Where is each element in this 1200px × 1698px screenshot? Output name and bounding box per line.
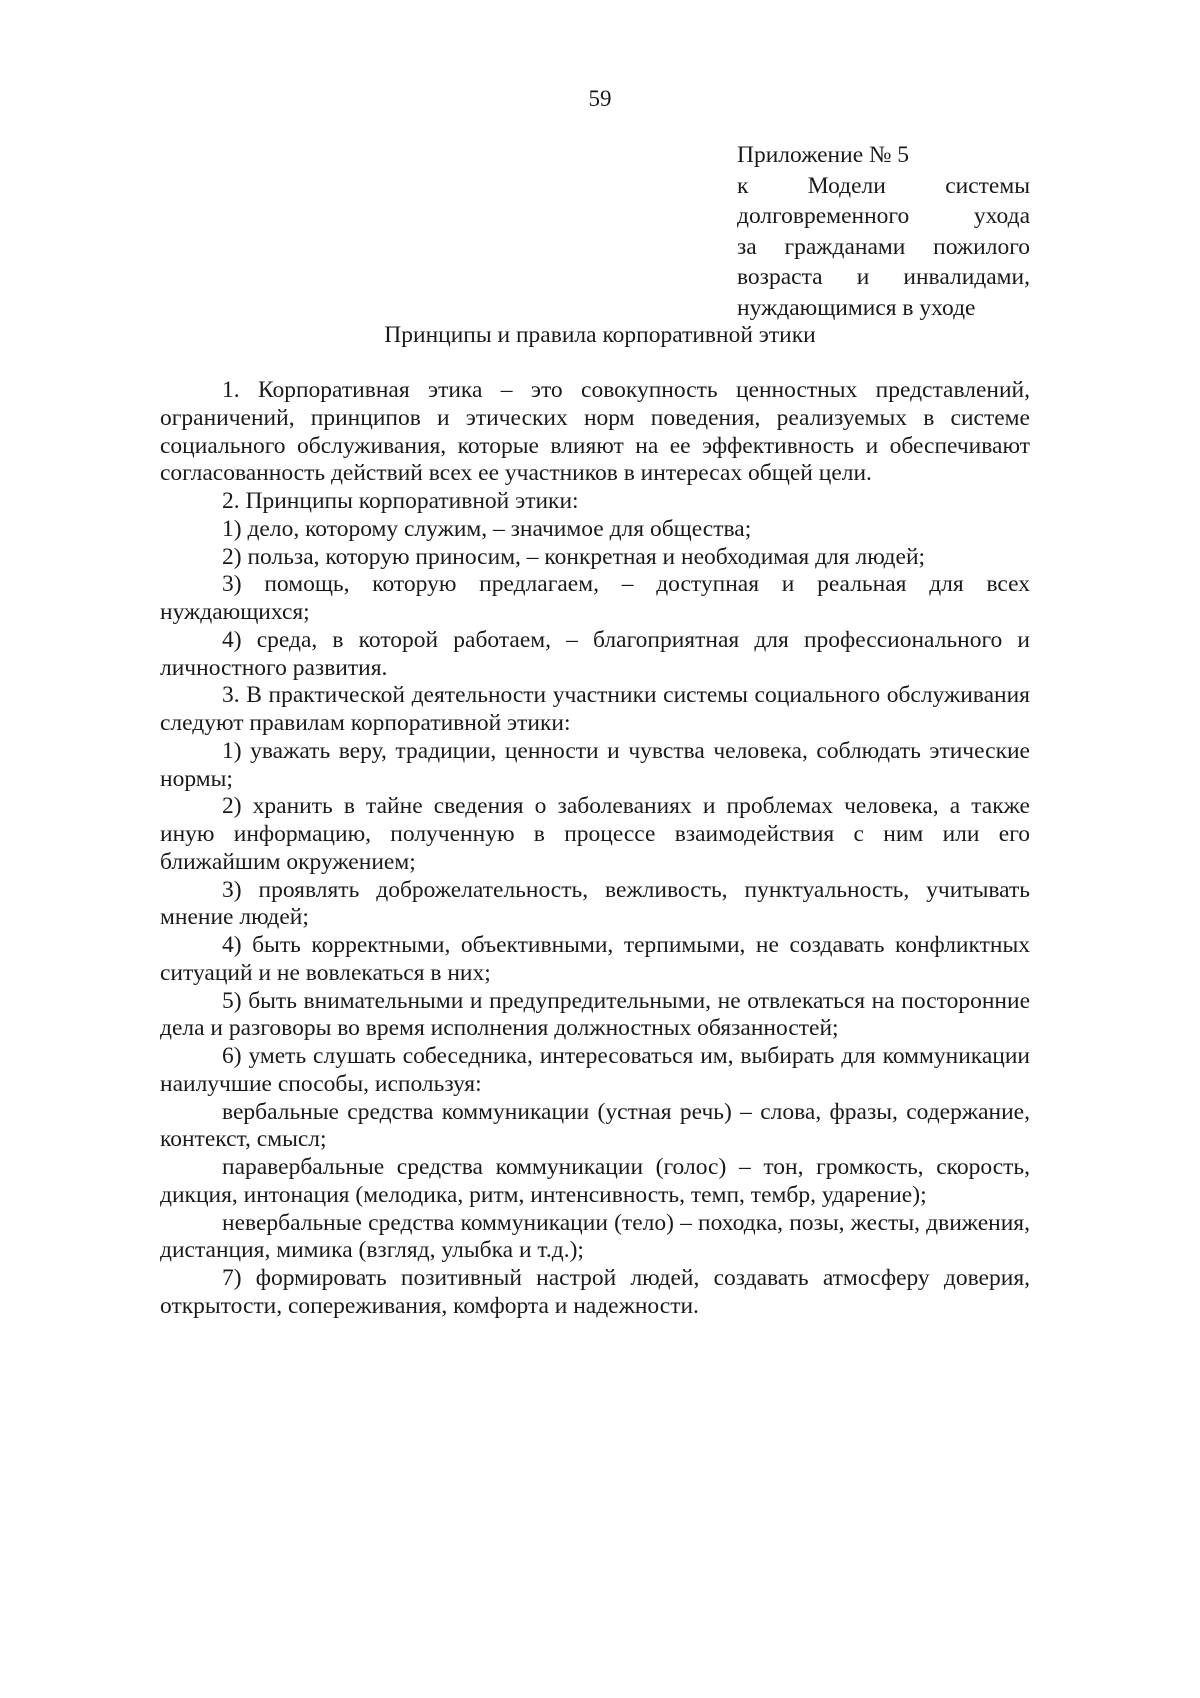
paragraph: 3) проявлять доброжелательность, вежливость, пунктуальность, учитывать мнение людей; — [160, 876, 1030, 931]
paragraph: 5) быть внимательными и предупредительными, не отвлекаться на посторонние дела и разговоры во время исполнения должностных обязанностей; — [160, 987, 1030, 1042]
paragraph: 1) дело, которому служим, – значимое для общества; — [222, 515, 752, 542]
paragraph: 2. Принципы корпоративной этики: — [222, 488, 579, 514]
paragraph: невербальные средства коммуникации (тело) – походка, позы, жесты, движения, дистанция, мимика (взгляд, улыбка и т.д.); — [160, 1209, 1030, 1264]
appendix-line: долговременного ухода — [737, 203, 1030, 230]
page-number: 59 — [588, 86, 612, 111]
paragraph: 1. Корпоративная этика – это совокупность ценностных представлений, ограничений, принципов и этических норм поведения, реализуемых в системе социального обслуживания, которые влияют на ее эффективность и обеспечивают согласованность действий всех ее участников в интересах общей цели. — [160, 377, 1030, 487]
document-title: Принципы и правила корпоративной этики — [384, 322, 816, 348]
appendix-line: Приложение № 5 — [737, 142, 910, 168]
paragraph: 3) помощь, которую предлагаем, – доступная и реальная для всех нуждающихся; — [160, 571, 1030, 625]
appendix-line: к Модели системы — [737, 172, 1030, 199]
paragraph: 4) быть корректными, объективными, терпимыми, не создавать конфликтных ситуаций и не вовлекаться в них; — [160, 932, 1030, 986]
appendix-note — [737, 140, 1030, 324]
appendix-line: нуждающимися в уходе — [737, 294, 976, 321]
appendix-line: за гражданами пожилого — [737, 233, 1030, 260]
paragraph: 3. В практической деятельности участники системы социального обслуживания следуют правилам корпоративной этики: — [160, 682, 1030, 736]
paragraph: 1) уважать веру, традиции, ценности и чувства человека, соблюдать этические нормы; — [160, 737, 1030, 792]
paragraph: 6) уметь слушать собеседника, интересоваться им, выбирать для коммуникации наилучшие способы, используя: — [160, 1043, 1030, 1097]
paragraph: паравербальные средства коммуникации (голос) – тон, громкость, скорость, дикция, интонация (мелодика, ритм, интенсивность, темп, тембр, ударение); — [160, 1154, 1030, 1208]
document-body — [160, 377, 1030, 1321]
paragraph: 4) среда, в которой работаем, – благоприятная для профессионального и личностного развития. — [160, 626, 1030, 681]
appendix-line: возраста и инвалидами, — [737, 264, 1030, 291]
paragraph: 2) польза, которую приносим, – конкретная и необходимая для людей; — [222, 543, 926, 570]
paragraph: 7) формировать позитивный настрой людей, создавать атмосферу доверия, открытости, сопереживания, комфорта и надежности. — [160, 1265, 1030, 1319]
paragraph: 2) хранить в тайне сведения о заболеваниях и проблемах человека, а также иную информацию, полученную в процессе взаимодействия с ним или его ближайшим окружением; — [160, 793, 1030, 875]
paragraph: вербальные средства коммуникации (устная речь) – слова, фразы, содержание, контекст, смысл; — [160, 1098, 1030, 1153]
